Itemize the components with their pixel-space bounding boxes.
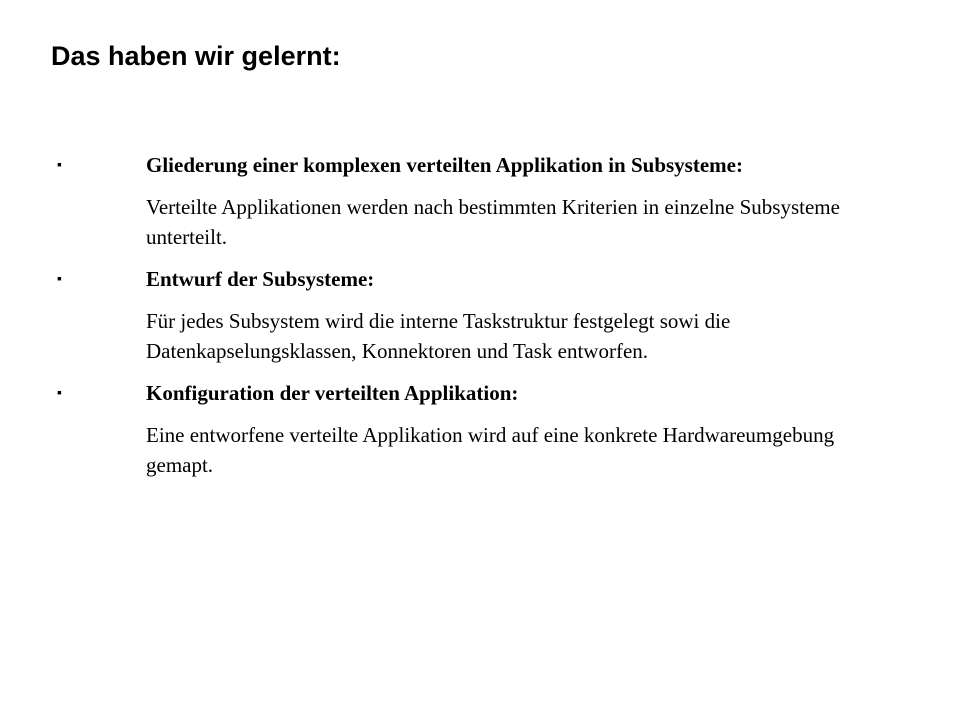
item-heading: Gliederung einer komplexen verteilten Applikation in Subsysteme: (146, 153, 743, 177)
square-bullet-icon: ▪ (57, 386, 62, 401)
summary-list (0, 150, 960, 492)
item-heading: Konfiguration der verteilten Applikation: (146, 381, 519, 405)
list-item (0, 150, 960, 252)
item-description: Verteilte Applikationen werden nach bestimmten Kriterien in einzelne Subsysteme unterteilt. (146, 195, 840, 249)
item-heading: Entwurf der Subsysteme: (146, 267, 375, 291)
list-item (0, 378, 960, 480)
item-description: Für jedes Subsystem wird die interne Taskstruktur festgelegt sowi die Datenkapselungsklassen, Konnektoren und Task entworfen. (146, 309, 731, 363)
square-bullet-icon: ▪ (57, 158, 62, 173)
item-description: Eine entworfene verteilte Applikation wird auf eine konkrete Hardwareumgebung gemapt. (146, 423, 835, 477)
slide-title: Das haben wir gelernt: (51, 41, 341, 71)
list-item (0, 264, 960, 366)
square-bullet-icon: ▪ (57, 272, 62, 287)
